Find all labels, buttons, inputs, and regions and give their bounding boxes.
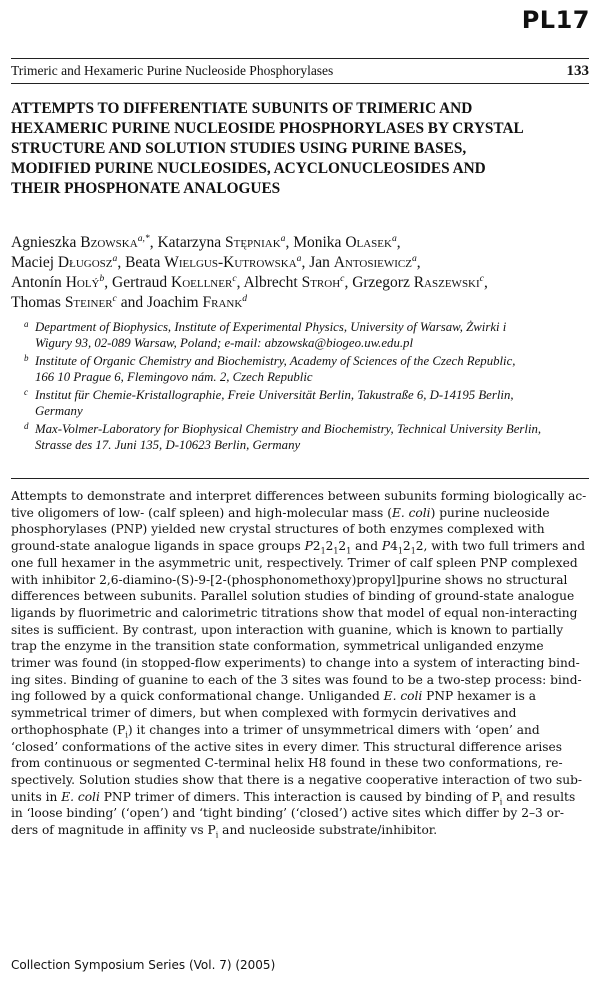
abstract-line: spectively. Solution studies show that there is a negative cooperative interaction of two sub-: [11, 772, 582, 787]
title-line: ATTEMPTS TO DIFFERENTIATE SUBUNITS OF TRIMERIC AND: [11, 100, 473, 117]
abstract-line: one full hexamer in the asymmetric unit, respectively. Trimer of calf spleen PNP complexed: [11, 555, 578, 570]
species-name: E. coli: [391, 505, 431, 520]
affiliation-line: Institute of Organic Chemistry and Biochemistry, Academy of Sciences of the Czech Republic,: [35, 354, 516, 368]
author: Beata Wielgus-Kutrowska$^a$,: [125, 252, 310, 271]
affiliation: [24, 387, 594, 419]
author-list: [11, 233, 591, 313]
abstract-line: orthophosphate $(P_i)$ it changes into a trimer of unsymmetrical dimers with ‘open’ and: [11, 722, 540, 740]
affiliation-line: Wigury 93, 02-089 Warsaw, Poland; e-mail: abzowska@biogeo.uw.edu.pl: [35, 336, 414, 350]
abstract-line: ing followed by a quick conformational change. Unliganded E. coli PNP hexamer is a: [11, 689, 537, 704]
author-line: [11, 233, 591, 253]
title-line: THEIR PHOSPHONATE ANALOGUES: [11, 180, 281, 197]
space-group-2: $P4_12_12$: [381, 539, 424, 556]
abstract-line: phosphorylases (PNP) yielded new crystal structures of both enzymes complexed with: [11, 522, 545, 537]
paper-code: PL17: [521, 6, 590, 34]
author: Grzegorz Raszewski$^c$,: [352, 272, 488, 291]
author-line: [11, 293, 591, 313]
abstract-line: trimer was found (in stopped-flow experiments) to change into a system of interacting bind-: [11, 656, 580, 671]
author: Joachim Frank$^d$: [146, 292, 248, 311]
affiliation-mark: d: [24, 421, 29, 431]
abstract-line: from continuous or segmented C-terminal helix H8 found in these two conformations, re-: [11, 756, 563, 771]
abstract-line: symmetrical trimer of dimers, but when complexed with formycin derivatives and: [11, 706, 517, 721]
article-title: [11, 99, 586, 199]
affiliation-line: Department of Biophysics, Institute of Experimental Physics, University of Warsaw, Żwirki i: [35, 320, 507, 334]
divider: [11, 478, 589, 479]
affiliation-line: Strasse des 17. Juni 135, D-10623 Berlin, Germany: [35, 438, 301, 452]
species-name: E. coli: [383, 689, 423, 704]
abstract-line: units in E. coli PNP trimer of dimers. This interaction is caused by binding of $P_i$ and results: [11, 789, 576, 807]
title-line: HEXAMERIC PURINE NUCLEOSIDE PHOSPHORYLASES BY CRYSTAL: [11, 120, 524, 137]
title-line: STRUCTURE AND SOLUTION STUDIES USING PURINE BASES,: [11, 140, 467, 157]
author: Thomas Steiner$^c$ and: [11, 292, 147, 311]
affiliation: [24, 353, 594, 385]
abstract-line: Attempts to demonstrate and interpret differences between subunits forming biologically ac-: [11, 489, 587, 503]
abstract-line: ‘closed’ conformations of the active sites in every dimer. This structural difference arises: [11, 739, 562, 754]
author-line: [11, 273, 591, 293]
abstract-line: differences between subunits. Parallel solution studies of binding of ground-state analogue: [11, 589, 575, 604]
abstract: [11, 488, 589, 839]
space-group-1: $P2_12_12_1$: [304, 539, 352, 556]
author-line: [11, 253, 591, 273]
author: Albrecht Stroh$^c$,: [243, 272, 353, 291]
author: Monika Olasek$^a$,: [293, 232, 401, 251]
affiliation-mark: b: [24, 353, 29, 363]
affiliation: [24, 421, 594, 453]
affiliation-line: Germany: [35, 404, 83, 418]
affiliation-mark: c: [24, 387, 28, 397]
affiliation-line: Max-Volmer-Laboratory for Biophysical Chemistry and Biochemistry, Technical University Berlin,: [35, 422, 542, 436]
abstract-line: in ‘loose binding’ (‘open’) and ‘tight binding’ (‘closed’) active sites which differ by 2–3 or-: [11, 806, 564, 821]
author: Jan Antosiewicz$^a$,: [309, 252, 421, 271]
author: Antonín Holý$^b$,: [11, 272, 113, 291]
running-header: [11, 58, 589, 84]
author: Maciej Długosz$^a$,: [11, 252, 126, 271]
abstract-line: tive oligomers of low- (calf spleen) and high-molecular mass (E. coli) purine nucleoside: [11, 505, 550, 520]
title-line: MODIFIED PURINE NUCLEOSIDES, ACYCLONUCLEOSIDES AND: [11, 160, 486, 177]
affiliation-line: Institut für Chemie-Kristallographie, Freie Universität Berlin, Takustraße 6, D-14195 Berlin,: [35, 388, 514, 402]
abstract-line: with inhibitor 2,6-diamino-(S)-9-[2-(phosphonomethoxy)propyl]purine shows no structural: [11, 572, 568, 587]
abstract-line: ground-state analogue ligands in space groups $P2_12_12_1$ and $P4_12_12$, with two full trimers and: [11, 539, 586, 556]
author: Agnieszka Bzowska$^{a,*}$,: [11, 232, 158, 251]
author: Gertraud Koellner$^c$,: [112, 272, 244, 291]
affiliation: [24, 319, 594, 351]
abstract-line: ders of magnitude in affinity vs $P_i$ and nucleoside substrate/inhibitor.: [11, 823, 438, 840]
abstract-line: ing sites. Binding of guanine to each of the 3 sites was found to be a two-step process: bind-: [11, 672, 582, 687]
running-title: Trimeric and Hexameric Purine Nucleoside Phosphorylases: [11, 63, 334, 78]
page-number: 133: [566, 62, 589, 79]
abstract-line: sites is sufficient. By contrast, upon interaction with guanine, which is known to partially: [11, 622, 564, 637]
abstract-line: ligands by fluorimetric and calorimetric titrations show that model of equal non-interacting: [11, 605, 578, 620]
affiliation-mark: a: [24, 319, 29, 329]
affiliation-line: 166 10 Prague 6, Flemingovo nám. 2, Czech Republic: [35, 370, 313, 384]
affiliation-list: [24, 319, 594, 455]
abstract-line: trap the enzyme in the transition state conformation, symmetrical unliganded enzyme: [11, 639, 544, 654]
footer-series: Collection Symposium Series (Vol. 7) (2005): [11, 958, 276, 972]
author: Katarzyna Stępniak$^a$,: [157, 232, 294, 251]
species-name: E. coli: [61, 789, 100, 804]
